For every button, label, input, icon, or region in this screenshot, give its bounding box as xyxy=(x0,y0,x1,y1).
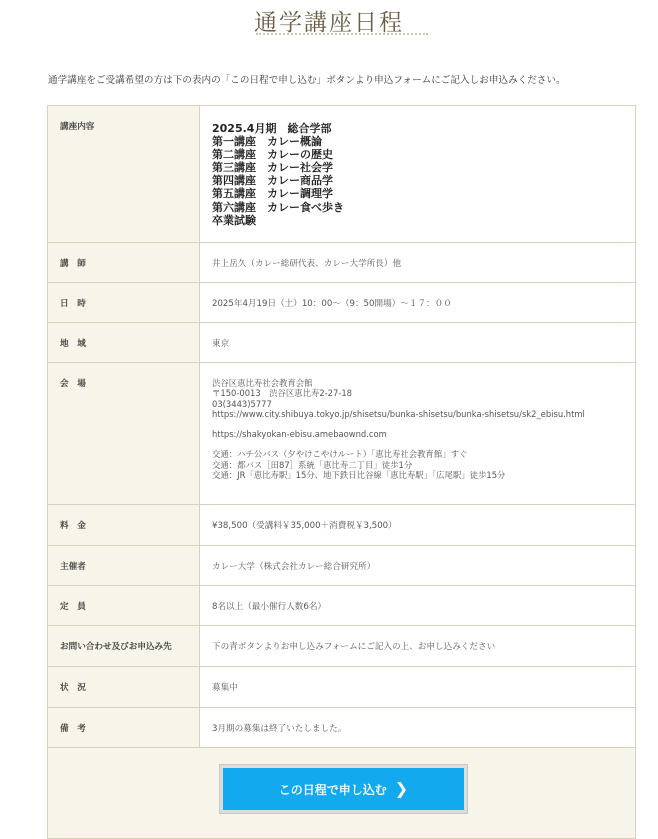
venue-line: 渋谷区恵比寿社会教育会館 xyxy=(212,378,313,388)
venue-line: 交通：ハチ公バス（夕やけこやけルート）「恵比寿社会教育館」すぐ xyxy=(212,449,468,460)
instructor-value: 井上岳久（カレー総研代表、カレー大学所長）他 xyxy=(200,243,635,282)
row-inquiry xyxy=(48,626,635,667)
row-fee xyxy=(48,505,635,546)
capacity-label: 定 員 xyxy=(48,586,200,625)
fee-label: 料 金 xyxy=(48,505,200,545)
schedule-table xyxy=(47,105,636,839)
region-label: 地 域 xyxy=(48,323,200,362)
remarks-label: 備 考 xyxy=(48,708,200,747)
row-capacity xyxy=(48,586,635,626)
venue-line: 交通：JR「恵比寿駅」15分、地下鉄日比谷線「恵比寿駅」「広尾駅」徒歩15分 xyxy=(212,470,506,481)
inquiry-label: お問い合わせ及びお申込み先 xyxy=(48,626,200,666)
organizer-label: 主催者 xyxy=(48,546,200,585)
row-instructor xyxy=(48,243,635,283)
remarks-value: 3月期の募集は終了いたしました。 xyxy=(200,708,635,747)
fee-value: ¥38,500（受講料￥35,000＋消費税￥3,500） xyxy=(200,505,635,545)
capacity-value: 8名以上（最小催行人数6名） xyxy=(200,586,635,625)
chevron-right-icon: ❯ xyxy=(394,779,409,798)
apply-button-frame xyxy=(219,764,468,814)
row-date xyxy=(48,283,635,323)
organizer-value: カレー大学（株式会社カレー総合研究所） xyxy=(200,546,635,585)
title-underline xyxy=(256,33,428,35)
status-value: 募集中 xyxy=(200,667,635,707)
row-venue xyxy=(48,363,635,505)
page-title: 通学講座日程 xyxy=(254,10,404,36)
button-area xyxy=(48,748,635,838)
apply-button-label: この日程で申し込む xyxy=(278,782,387,797)
date-value: 2025年4月19日（土）10：00～（9：50開場）～１７：００ xyxy=(200,283,635,322)
row-course xyxy=(48,106,635,243)
inquiry-value: 下の青ボタンよりお申し込みフォームにご記入の上、お申し込みください xyxy=(200,626,635,666)
row-region xyxy=(48,323,635,363)
course-line: 第三講座 カレー社会学 xyxy=(212,161,333,175)
instructor-label: 講 師 xyxy=(48,243,200,282)
venue-label: 会 場 xyxy=(48,363,200,504)
course-line: 第五講座 カレー調理学 xyxy=(212,187,333,201)
row-remarks xyxy=(48,708,635,748)
course-line: 第一講座 カレー概論 xyxy=(212,135,322,149)
row-status xyxy=(48,667,635,708)
apply-button[interactable] xyxy=(223,768,464,810)
date-label: 日 時 xyxy=(48,283,200,322)
venue-content xyxy=(200,363,635,504)
course-line: 第六講座 カレー食べ歩き xyxy=(212,200,344,214)
course-line: 第二講座 カレーの歴史 xyxy=(212,148,333,162)
status-label: 状 況 xyxy=(48,667,200,707)
row-organizer xyxy=(48,546,635,586)
course-line: 2025.4月期 総合学部 xyxy=(212,122,332,135)
venue-line: 交通：都バス［田87］系統「恵比寿二丁目」徒歩1分 xyxy=(212,459,413,470)
venue-line: 〒150-0013 渋谷区恵比寿2-27-18 xyxy=(212,388,353,399)
venue-link[interactable]: https://shakyokan-ebisu.amebaownd.com xyxy=(212,429,387,440)
venue-link[interactable]: https://www.city.shibuya.tokyo.jp/shisetsu/bunka-shisetsu/bunka-shisetsu/sk2_ebisu.html xyxy=(212,408,585,419)
course-line: 卒業試験 xyxy=(212,213,256,227)
course-line: 第四講座 カレー商品学 xyxy=(212,174,333,188)
venue-line: 03(3443)5777 xyxy=(212,398,272,409)
region-value: 東京 xyxy=(200,323,635,362)
course-content xyxy=(200,106,635,242)
intro-text: 通学講座をご受講希望の方は下の表内の「この日程で申し込む」ボタンより申込フォームにご記入しお申込みください。 xyxy=(48,75,566,86)
course-label: 講座内容 xyxy=(48,106,200,242)
